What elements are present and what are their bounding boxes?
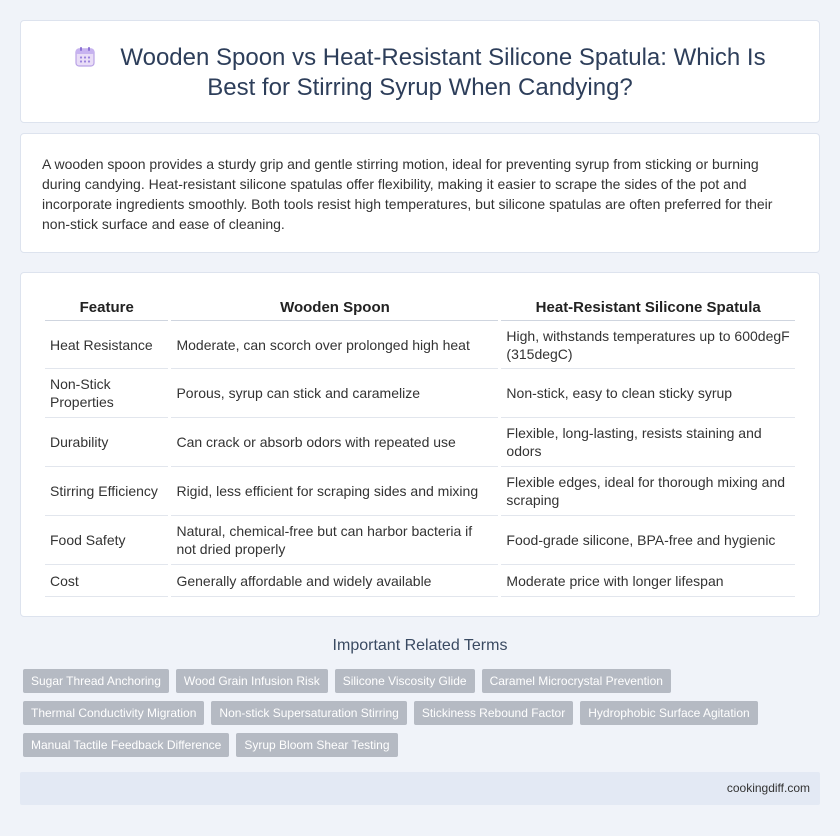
table-row <box>45 369 795 418</box>
calendar-icon <box>74 46 96 68</box>
tag-row <box>23 669 813 693</box>
title-card <box>20 20 820 123</box>
wooden-spoon-cell: Natural, chemical-free but can harbor bacteria if not dried properly <box>171 516 498 565</box>
page-title: Wooden Spoon vs Heat-Resistant Silicone Spatula: Which Is Best for Stirring Syrup When Candying? <box>120 44 766 101</box>
term-tag[interactable]: Sugar Thread Anchoring <box>23 669 169 693</box>
silicone-spatula-cell: Moderate price with longer lifespan <box>501 565 795 597</box>
term-tag[interactable]: Manual Tactile Feedback Difference <box>23 733 229 757</box>
wooden-spoon-cell: Rigid, less efficient for scraping sides and mixing <box>171 467 498 516</box>
intro-paragraph: A wooden spoon provides a sturdy grip and gentle stirring motion, ideal for preventing syrup from sticking or burning during candying. Heat-resistant silicone spatulas offer flexibility, making it easier to scrape the sides of the pot and incorporate ingredients smoothly. Both tools resist high temperatures, but silicone spatulas are often preferred for their non-stick surface and ease of cleaning. <box>42 156 773 232</box>
feature-cell: Stirring Efficiency <box>45 467 168 516</box>
footer-site-link[interactable]: cookingdiff.com <box>726 781 810 795</box>
wooden-spoon-cell: Can crack or absorb odors with repeated use <box>171 418 498 467</box>
term-tag[interactable]: Hydrophobic Surface Agitation <box>580 701 757 725</box>
comparison-card <box>20 272 820 617</box>
page-title-wrap <box>21 43 819 103</box>
table-row <box>45 516 795 565</box>
term-tag[interactable]: Wood Grain Infusion Risk <box>176 669 328 693</box>
feature-cell: Food Safety <box>45 516 168 565</box>
tag-row <box>23 701 813 725</box>
silicone-spatula-cell: Flexible, long-lasting, resists staining and odors <box>501 418 795 467</box>
table-row <box>45 321 795 369</box>
term-tag[interactable]: Silicone Viscosity Glide <box>335 669 475 693</box>
table-row <box>45 565 795 597</box>
silicone-spatula-cell: High, withstands temperatures up to 600degF (315degC) <box>501 321 795 369</box>
header-feature: Feature <box>45 293 168 321</box>
silicone-spatula-cell: Flexible edges, ideal for thorough mixing and scraping <box>501 467 795 516</box>
table-row <box>45 467 795 516</box>
feature-cell: Durability <box>45 418 168 467</box>
term-tag[interactable]: Syrup Bloom Shear Testing <box>236 733 397 757</box>
intro-card <box>20 133 820 253</box>
term-tag[interactable]: Non-stick Supersaturation Stirring <box>211 701 406 725</box>
header-silicone-spatula: Heat-Resistant Silicone Spatula <box>501 293 795 321</box>
term-tag[interactable]: Stickiness Rebound Factor <box>414 701 573 725</box>
feature-cell: Heat Resistance <box>45 321 168 369</box>
header-wooden-spoon: Wooden Spoon <box>171 293 498 321</box>
feature-cell: Non-Stick Properties <box>45 369 168 418</box>
wooden-spoon-cell: Moderate, can scorch over prolonged high heat <box>171 321 498 369</box>
table-header-row <box>45 293 795 321</box>
feature-cell: Cost <box>45 565 168 597</box>
footer-bar <box>20 772 820 805</box>
silicone-spatula-cell: Non-stick, easy to clean sticky syrup <box>501 369 795 418</box>
wooden-spoon-cell: Generally affordable and widely available <box>171 565 498 597</box>
related-terms-list <box>23 669 813 765</box>
wooden-spoon-cell: Porous, syrup can stick and caramelize <box>171 369 498 418</box>
tag-row <box>23 733 813 757</box>
silicone-spatula-cell: Food-grade silicone, BPA-free and hygienic <box>501 516 795 565</box>
term-tag[interactable]: Thermal Conductivity Migration <box>23 701 204 725</box>
related-terms-heading: Important Related Terms <box>332 637 508 654</box>
comparison-table <box>42 293 798 597</box>
term-tag[interactable]: Caramel Microcrystal Prevention <box>482 669 671 693</box>
table-row <box>45 418 795 467</box>
